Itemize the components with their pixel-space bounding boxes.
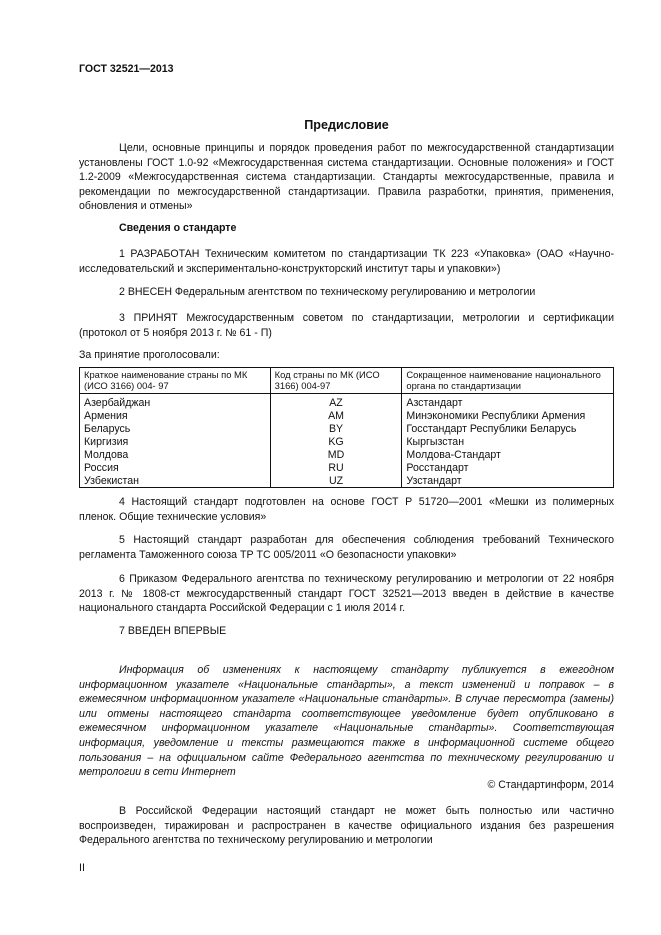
country-code: BY xyxy=(270,422,402,435)
voting-table xyxy=(79,367,614,488)
table-row xyxy=(80,461,614,474)
item-3-adopted: 3 ПРИНЯТ Межгосударственным советом по стандартизации, метрологии и сертификации (протокол от 5 ноября 2013 г. № 61 - П) xyxy=(79,312,614,339)
header-country-code: Код страны по МК (ИСО 3166) 004-97 xyxy=(270,368,402,394)
country-code: UZ xyxy=(270,474,402,488)
page-title: Предисловие xyxy=(304,118,389,132)
item-5-compliance: 5 Настоящий стандарт разработан для обеспечения соблюдения требований Технического регламента Таможенного союза ТР ТС 005/2011 «О безопасности упаковки» xyxy=(79,534,614,561)
country-name: Беларусь xyxy=(80,422,271,435)
national-body: Кыргызстан xyxy=(402,435,614,448)
header-country-name: Краткое наименование страны по МК (ИСО 3166) 004- 97 xyxy=(80,368,271,394)
table-row xyxy=(80,409,614,422)
table-header-row xyxy=(80,368,614,394)
national-body: Госстандарт Республики Беларусь xyxy=(402,422,614,435)
national-body: Азстандарт xyxy=(402,394,614,410)
country-name: Россия xyxy=(80,461,271,474)
country-name: Армения xyxy=(80,409,271,422)
country-name: Азербайджан xyxy=(80,394,271,410)
national-body: Узстандарт xyxy=(402,474,614,488)
table-row xyxy=(80,394,614,410)
page-number: II xyxy=(79,862,85,874)
country-code: AZ xyxy=(270,394,402,410)
item-1-developed: 1 РАЗРАБОТАН Техническим комитетом по стандартизации ТК 223 «Упаковка» (ОАО «Научно-исследовательский и экспериментально-конструкторский институт тары и упаковки») xyxy=(79,248,614,275)
copyright: © Стандартинформ, 2014 xyxy=(487,779,614,791)
country-code: AM xyxy=(270,409,402,422)
country-name: Киргизия xyxy=(80,435,271,448)
item-7-first-introduced: 7 ВВЕДЕН ВПЕРВЫЕ xyxy=(119,625,227,637)
country-name: Молдова xyxy=(80,448,271,461)
country-code: RU xyxy=(270,461,402,474)
intro-paragraph: Цели, основные принципы и порядок проведения работ по межгосударственной стандартизации установлены ГОСТ 1.0-92 «Межгосударственная система стандартизации. Основные положения» и ГОСТ 1.2-2009 «Межгосударственная система стандартизации. Стандарты межгосударственные, правила и рекомендации по межгосударственной стандартизации. Правила разработки, принятия, применения, обновления и отмены» xyxy=(79,142,614,213)
vote-label: За принятие проголосовали: xyxy=(79,349,220,361)
table-row xyxy=(80,448,614,461)
item-6-order: 6 Приказом Федерального агентства по техническому регулированию и метрологии от 22 ноября 2013 г. № 1808-ст межгосударственный стандарт ГОСТ 32521—2013 введен в действие в качестве национального стандарта Российской Федерации с 1 июля 2014 г. xyxy=(79,573,614,615)
section-heading: Сведения о стандарте xyxy=(119,222,237,234)
country-code: KG xyxy=(270,435,402,448)
item-4-basis: 4 Настоящий стандарт подготовлен на основе ГОСТ Р 51720—2001 «Мешки из полимерных пленок. Общие технические условия» xyxy=(79,496,614,523)
table-row xyxy=(80,422,614,435)
national-body: Минэкономики Республики Армения xyxy=(402,409,614,422)
item-2-submitted: 2 ВНЕСЕН Федеральным агентством по техническому регулированию и метрологии xyxy=(119,286,536,298)
national-body: Росстандарт xyxy=(402,461,614,474)
table-row xyxy=(80,435,614,448)
country-code: MD xyxy=(270,448,402,461)
header-national-body: Сокращенное наименование национального органа по стандартизации xyxy=(402,368,614,394)
national-body: Молдова-Стандарт xyxy=(402,448,614,461)
rights-notice: В Российской Федерации настоящий стандарт не может быть полностью или частично воспроизведен, тиражирован и распространен в качестве официального издания без разрешения Федерального агентства по техническому регулированию и метрологии xyxy=(79,805,614,847)
table-row xyxy=(80,474,614,488)
document-header: ГОСТ 32521—2013 xyxy=(79,63,174,75)
information-notice: Информация об изменениях к настоящему стандарту публикуется в ежегодном информационном указателе «Национальные стандарты», а текст изменений и поправок – в ежемесячном информационном указателе «Национальные стандарты». В случае пересмотра (замены) или отмены настоящего стандарта соответствующее уведомление будет опубликовано в ежемесячном информационном указателе «Национальные стандарты». Соответствующая информация, уведомление и тексты размещаются также в информационной системе общего пользования – на официальном сайте Федерального агентства по техническому регулированию и метрологии в сети Интернет xyxy=(79,664,614,779)
country-name: Узбекистан xyxy=(80,474,271,488)
